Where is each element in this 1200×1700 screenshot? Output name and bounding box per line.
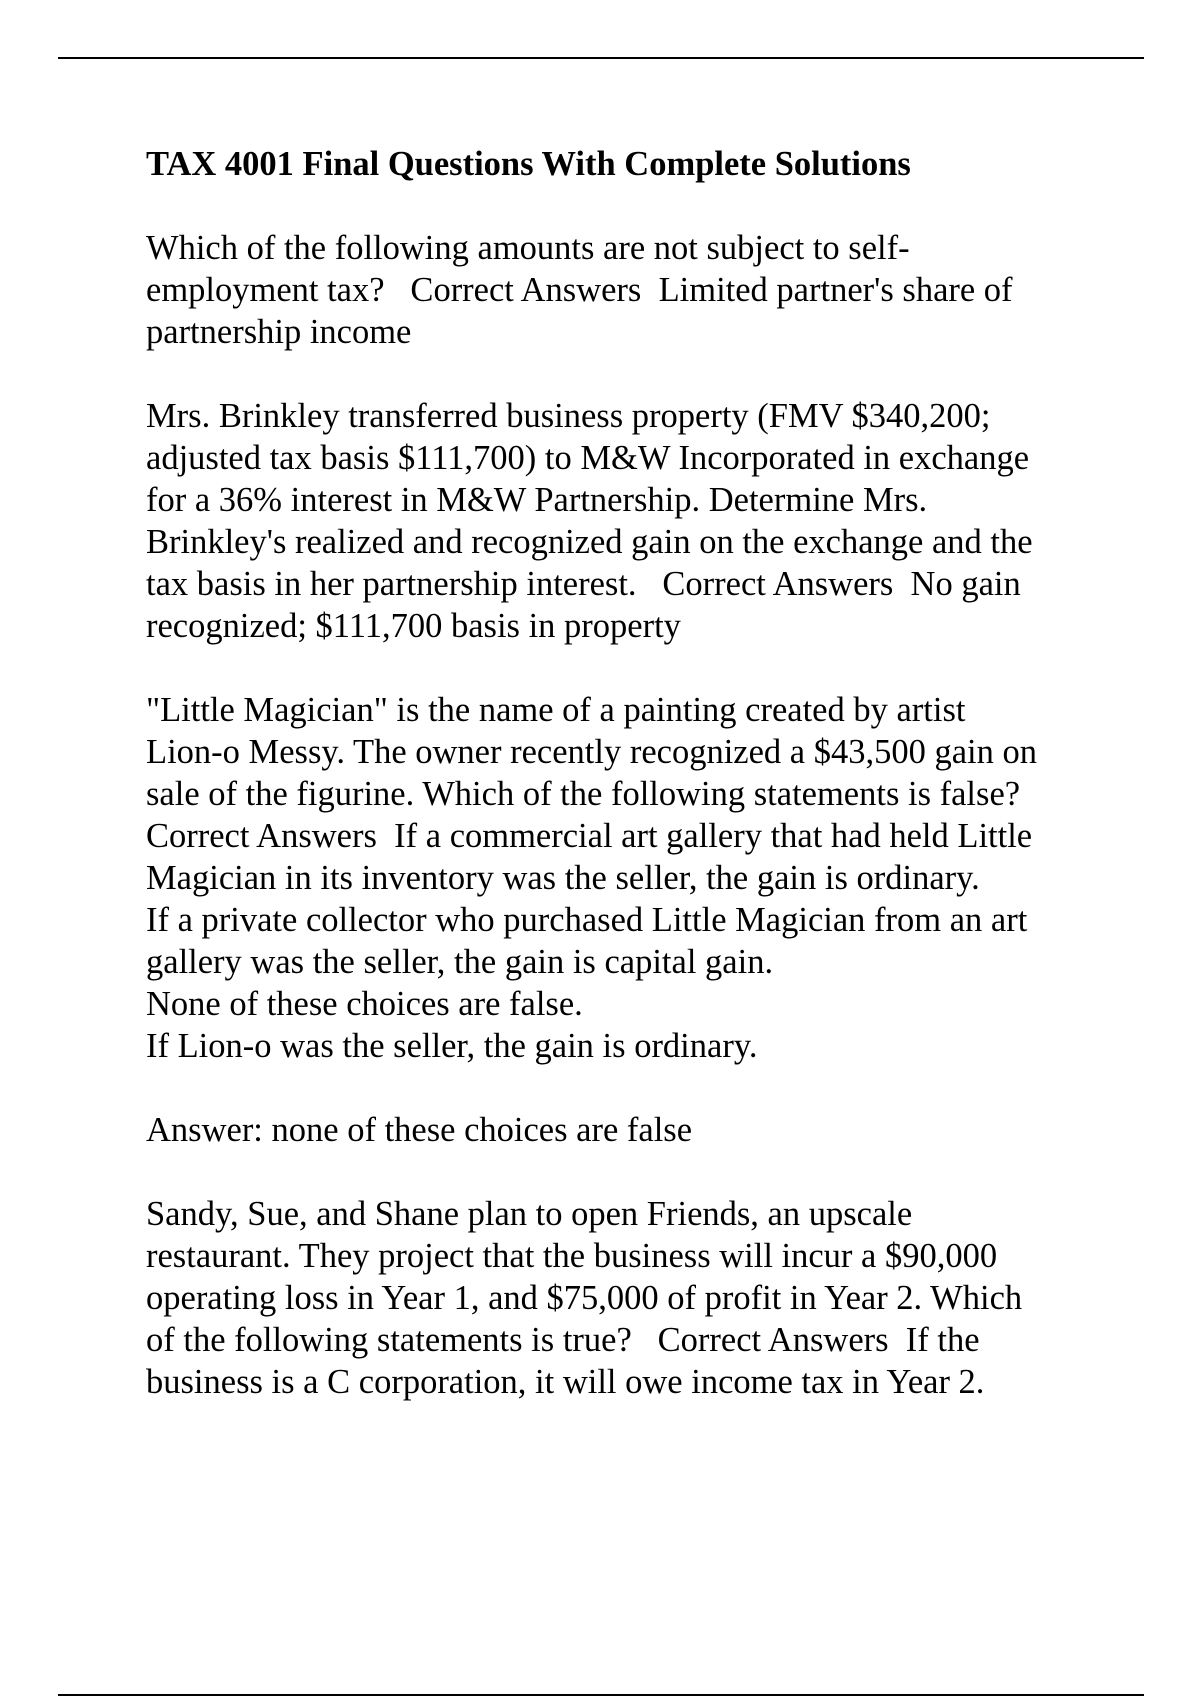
text-line: adjusted tax basis $111,700) to M&W Incorporated in exchange (146, 439, 1030, 477)
text-line: Correct Answers If a commercial art gallery that had held Little (146, 817, 1033, 855)
text-line: "Little Magician" is the name of a painting created by artist (146, 691, 966, 729)
answer-paragraph (146, 1109, 1106, 1151)
document-body (146, 143, 1106, 1445)
text-line: Answer: none of these choices are false (146, 1111, 693, 1149)
bottom-rule (58, 1694, 1144, 1696)
question-paragraph-4 (146, 1193, 1106, 1403)
text-line: tax basis in her partnership interest. Correct Answers No gain (146, 565, 1021, 603)
text-line: None of these choices are false. (146, 985, 583, 1023)
document-title: TAX 4001 Final Questions With Complete Solutions (146, 145, 911, 183)
text-line: Mrs. Brinkley transferred business property (FMV $340,200; (146, 397, 991, 435)
text-line: Which of the following amounts are not subject to self- (146, 229, 910, 267)
question-paragraph-1 (146, 227, 1106, 353)
text-line: business is a C corporation, it will owe income tax in Year 2. (146, 1363, 985, 1401)
text-line: recognized; $111,700 basis in property (146, 607, 681, 645)
text-line: If Lion-o was the seller, the gain is ordinary. (146, 1027, 758, 1065)
text-line: employment tax? Correct Answers Limited partner's share of (146, 271, 1013, 309)
text-line: gallery was the seller, the gain is capital gain. (146, 943, 774, 981)
text-line: operating loss in Year 1, and $75,000 of profit in Year 2. Which (146, 1279, 1023, 1317)
question-paragraph-3 (146, 689, 1106, 1067)
question-paragraph-2 (146, 395, 1106, 647)
top-rule (58, 57, 1144, 59)
text-line: Brinkley's realized and recognized gain on the exchange and the (146, 523, 1033, 561)
text-line: of the following statements is true? Correct Answers If the (146, 1321, 980, 1359)
text-line: restaurant. They project that the business will incur a $90,000 (146, 1237, 998, 1275)
text-line: If a private collector who purchased Little Magician from an art (146, 901, 1028, 939)
text-line: Lion-o Messy. The owner recently recognized a $43,500 gain on (146, 733, 1037, 771)
text-line: partnership income (146, 313, 412, 351)
text-line: Sandy, Sue, and Shane plan to open Friends, an upscale (146, 1195, 913, 1233)
text-line: Magician in its inventory was the seller, the gain is ordinary. (146, 859, 980, 897)
text-line: sale of the figurine. Which of the following statements is false? (146, 775, 1021, 813)
text-line: for a 36% interest in M&W Partnership. Determine Mrs. (146, 481, 928, 519)
